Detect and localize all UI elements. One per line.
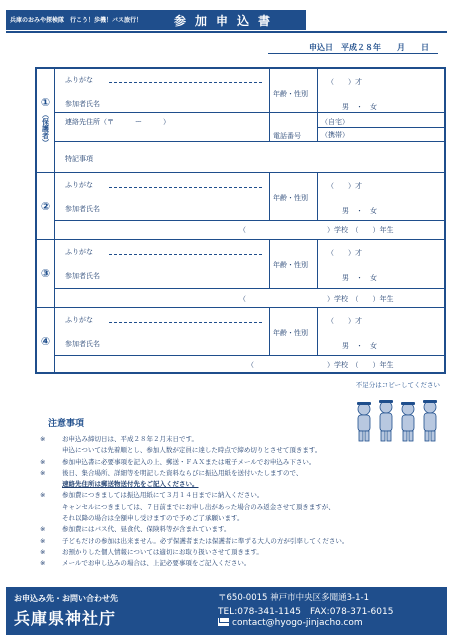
furigana-field[interactable]	[109, 322, 262, 323]
furigana-label: ふりがな	[65, 76, 93, 84]
divider	[55, 220, 444, 221]
note-item: ※ 参加申込書に必要事項を記入の上、郵送・ＦＡＸまたは電子メールでお申込み下さい。	[40, 457, 316, 466]
note-item: ※ お預かりした個人情報については適切にお取り扱いさせて頂きます。	[40, 547, 263, 556]
address-label: 連絡先住所（〒 ー ）	[65, 118, 170, 126]
note-item: ※ メールでお申し込みの場合は、上記必要事項をご記入ください。	[40, 559, 251, 568]
form-section-3	[37, 240, 444, 308]
copy-note: 不足分はコピーしてください	[355, 381, 440, 389]
email-link[interactable]	[218, 618, 363, 628]
section-number-col	[37, 308, 55, 374]
header	[6, 8, 447, 33]
note-item: 速絡先住所は郵送物送付先をご記入ください。	[62, 480, 199, 489]
furigana-label: ふりがな	[65, 181, 93, 189]
gender-field[interactable]: 男 ・ 女	[342, 207, 377, 215]
email-text: contact@hyogo-jinjacho.com	[232, 618, 363, 628]
furigana-field[interactable]	[109, 82, 262, 83]
section-number: ①	[40, 95, 51, 109]
divider	[55, 112, 444, 113]
school-open: （	[239, 295, 246, 303]
section-number-col	[37, 173, 55, 239]
section-number-col	[37, 69, 55, 172]
application-form	[35, 67, 446, 374]
gender-field[interactable]: 男 ・ 女	[342, 342, 377, 350]
contact-caption: お申込み先・お問い合わせ先	[14, 594, 118, 603]
phone-label: 電話番号	[273, 132, 301, 140]
age-field[interactable]: （ ）才	[327, 78, 362, 86]
school-open: （	[239, 226, 246, 234]
participant-name-label: 参加者氏名	[65, 100, 100, 108]
furigana-label: ふりがな	[65, 248, 93, 256]
form-section-1	[37, 69, 444, 173]
divider	[55, 355, 444, 356]
divider	[269, 240, 270, 288]
footer	[6, 587, 447, 635]
apply-date: 申込日 平成２８年 月 日	[309, 43, 429, 52]
remarks-label: 特記事項	[65, 155, 93, 163]
page-title: 参加申込書	[174, 14, 280, 28]
school-open: （	[247, 361, 254, 369]
phone-home-field[interactable]: （自宅）	[321, 118, 349, 126]
divider	[55, 288, 444, 289]
header-subtitle: 兵庫のおみや探検隊 行こう！歩機！バス旅行！	[10, 17, 143, 24]
age-gender-label: 年齢・性別	[273, 90, 308, 98]
divider	[269, 69, 270, 141]
note-item: それ以降の場合は全額申し受けますので予めご了承願います。	[62, 514, 244, 523]
school-field[interactable]: ）学校 （ ）年生	[327, 361, 394, 369]
gender-field[interactable]: 男 ・ 女	[342, 274, 377, 282]
furigana-field[interactable]	[109, 187, 262, 188]
divider	[269, 308, 270, 355]
note-item: ※ 参加費にはバス代、昼食代、保険料等が含まれています。	[40, 525, 231, 534]
furigana-label: ふりがな	[65, 316, 93, 324]
age-field[interactable]: （ ）才	[327, 182, 362, 190]
guardian-label: （保護者）	[41, 110, 50, 146]
organization-name: 兵庫県神社庁	[14, 609, 117, 628]
divider	[317, 240, 318, 288]
gender-field[interactable]: 男 ・ 女	[342, 103, 377, 111]
divider	[317, 127, 444, 128]
form-section-4	[37, 308, 444, 374]
apply-date-line	[268, 53, 438, 54]
note-item: ※ 参加費につきましては振込用紙にて３月１４日までに納入ください。	[40, 491, 264, 500]
section-number: ②	[40, 199, 51, 213]
notes-title: 注意事項	[48, 419, 85, 429]
participant-name-label: 参加者氏名	[65, 272, 100, 280]
section-number: ④	[40, 334, 51, 348]
furigana-field[interactable]	[109, 254, 262, 255]
divider	[317, 69, 318, 141]
section-number: ③	[40, 267, 51, 280]
form-section-2	[37, 173, 444, 240]
note-item: キャンセルにつきましては、７日前までにお申し出があった場合のみ返金させて頂きますが、	[62, 502, 335, 511]
age-gender-label: 年齢・性別	[273, 329, 308, 337]
divider	[269, 173, 270, 220]
divider	[317, 308, 318, 355]
participant-name-label: 参加者氏名	[65, 205, 100, 213]
note-item: ※ お申込み締切日は、平成２８年２月末日です。	[40, 435, 198, 443]
age-gender-label: 年齢・性別	[273, 261, 308, 269]
mail-icon	[218, 618, 229, 626]
notes-list	[40, 434, 440, 570]
divider	[317, 173, 318, 220]
note-item: 申込については先着順とし、参加人数が定員に達した時点で締め切りとさせて頂きます。	[62, 446, 322, 455]
address: 〒650-0015 神戸市中央区多聞通3-1-1	[218, 593, 369, 603]
school-field[interactable]: ）学校 （ ）年生	[327, 226, 394, 234]
note-item: ※ 子どもだけの参加は出来ません。必ず保護者または保護者に準ずる大人の方が引率してください。	[40, 536, 349, 545]
age-gender-label: 年齢・性別	[273, 194, 308, 202]
section-number-col	[37, 240, 55, 307]
participant-name-label: 参加者氏名	[65, 340, 100, 348]
note-item: ※ 後日、集合場所、詳細等を明記した資料ならびに振込用紙を送付いたしますので、	[40, 468, 303, 477]
divider	[55, 141, 444, 142]
age-field[interactable]: （ ）才	[327, 317, 362, 325]
school-field[interactable]: ）学校 （ ）年生	[327, 295, 394, 303]
tel-fax: TEL:078-341-1145 FAX:078-371-6015	[218, 607, 394, 617]
header-band	[6, 10, 306, 30]
phone-mobile-field[interactable]: （携帯）	[321, 131, 349, 139]
age-field[interactable]: （ ）才	[327, 249, 362, 257]
